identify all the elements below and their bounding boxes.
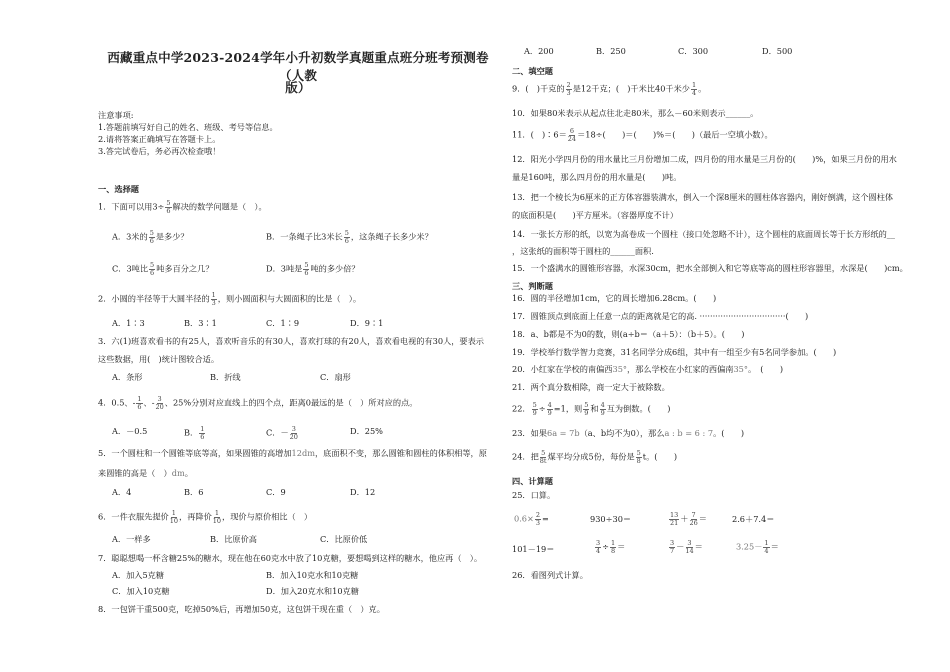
- question-2: 2．小圆的半径等于大圆半径的 $\frac{1}{3}$ ，则小圆面积与大圆面积的比是（ ）。: [98, 291, 362, 307]
- q7-option-c[interactable]: C．加入10克糖: [112, 586, 170, 596]
- q8-option-a[interactable]: A．200: [524, 46, 554, 56]
- question-13: 13．把一个棱长为6厘米的正方体容器装满水，倒入一个深8厘米的圆柱体容器内，刚好倒满，这个圆柱体: [512, 192, 894, 202]
- question-3: 3．六(1)班喜欢看书的有25人，喜欢听音乐的有30人，喜欢打球的有20人，喜欢看电视的有30人，要表示: [98, 336, 484, 346]
- question-16: 16．圆的半径增加1cm，它的周长增加6.28cm。( ): [512, 293, 717, 303]
- q6-option-a[interactable]: A．一样多: [112, 534, 151, 544]
- q6-option-c[interactable]: C．比原价低: [320, 534, 368, 544]
- note-item: 1.答题前填写好自己的姓名、班级、考号等信息。: [98, 122, 278, 132]
- section-judge-heading: 三、判断题: [512, 281, 553, 291]
- q1-option-b[interactable]: B．一条绳子比3米长 $\frac{5}{6}$ ，这条绳子长多少米？: [266, 229, 433, 245]
- question-17: 17．圆锥顶点到底面上任意一点的距离就是它的高. ·································( ): [512, 311, 809, 321]
- question-3-cont: 这些数据，用( )统计图较合适。: [98, 354, 220, 364]
- q1-option-d[interactable]: D．3吨是 $\frac{5}{6}$ 吨的多少倍？: [266, 261, 360, 277]
- section-fill-heading: 二、填空题: [512, 66, 553, 76]
- q7-option-b[interactable]: B．加入10克水和10克糖: [266, 570, 359, 580]
- q4-option-a[interactable]: A．－0.5: [112, 426, 148, 436]
- notes-heading: 注意事项:: [98, 110, 134, 120]
- question-5: 5．一个圆柱和一个圆锥等底等高，如果圆锥的高增加12dm，底面积不变，那么圆锥和圆柱的体积相等，原: [98, 448, 487, 458]
- q3-option-b[interactable]: B．折线: [210, 372, 241, 382]
- q5-option-d[interactable]: D．12: [350, 487, 376, 497]
- calc-item: 930÷30＝: [590, 514, 632, 524]
- section-calc-heading: 四、计算题: [512, 476, 553, 486]
- question-22: 22． $\frac{5}{9}$ ÷ $\frac{4}{9}$ =1，则 $\frac{5}{9}$ 和 $\frac{4}{9}$ 互为倒数。( ): [512, 401, 671, 417]
- q8-option-d[interactable]: D．500: [762, 46, 793, 56]
- calc-item: $\frac{3}{4}$ ÷ $\frac{1}{8}$ ＝: [596, 539, 626, 555]
- q3-option-a[interactable]: A．条形: [112, 372, 143, 382]
- q2-option-d[interactable]: D．9∶1: [350, 318, 384, 328]
- question-19: 19．学校举行数学智力竞赛，31名同学分成6组，其中有一组至少有5名同学参加。( ): [512, 347, 837, 357]
- question-24: 24．把 $\frac{5}{8t}$ 煤平均分成5份，每份是 $\frac{5}{8}$ t。( ): [512, 449, 678, 465]
- calc-item: $\frac{3}{7}$ － $\frac{3}{14}$ ＝: [670, 539, 703, 555]
- q2-option-b[interactable]: B．3∶1: [184, 318, 217, 328]
- q3-option-c[interactable]: C．扇形: [320, 372, 351, 382]
- question-13-cont: 的底面积是( )平方厘米。（容器厚度不计）: [512, 210, 679, 220]
- q8-option-c[interactable]: C．300: [678, 46, 709, 56]
- question-4: 4．0.5、- $\frac{1}{6}$ 、- $\frac{3}{20}$ 、25%分别对应直线上的四个点，距离0最远的是（ ）所对应的点。: [98, 395, 418, 411]
- question-6: 6．一件衣服先提价 $\frac{1}{10}$ ，再降价 $\frac{1}{10}$ ，现价与原价相比（ ）: [98, 509, 313, 525]
- calc-item: $\frac{13}{21}$ ＋ $\frac{7}{26}$ ＝: [670, 511, 707, 527]
- question-15: 15．一个盛满水的圆锥形容器，水深30cm，把水全部倒入和它等底等高的圆柱形容器里，水深是( )cm。: [512, 263, 908, 273]
- note-item: 3.答完试卷后，务必再次检查哦！: [98, 146, 221, 156]
- question-8: 8．一包饼干重500克，吃掉50%后，再增加50克，这包饼干现在重（ ）克。: [98, 604, 385, 614]
- question-5-cont: 来圆锥的高是（ ）dm。: [98, 468, 193, 478]
- question-7: 7．聪聪想喝一杯含糖25%的糖水，现在他在60克水中放了10克糖，要想喝到这样的糖水，他应再（ ）。: [98, 553, 483, 563]
- exam-title-cont: 版）: [285, 80, 311, 95]
- q4-option-d[interactable]: D．25%: [350, 426, 383, 436]
- question-18: 18．a、b都是不为0的数，则(a÷b＝（a＋5）：（b＋5）。( ): [512, 329, 745, 339]
- q4-option-b[interactable]: B． $\frac{1}{6}$: [184, 425, 205, 441]
- question-25: 25．口算。: [512, 490, 556, 500]
- q5-option-a[interactable]: A．4: [112, 487, 132, 497]
- question-12-cont: 量是160吨，那么四月份的用水量是( )吨。: [512, 172, 682, 182]
- question-9: 9．( )千克的 $\frac{2}{3}$ 是12千克；( )千米比40千米少 $\frac{1}{4}$ 。: [512, 81, 707, 97]
- calc-item: 0.6× $\frac{2}{3}$ =: [514, 511, 549, 527]
- question-12: 12．阳光小学四月份的用水量比三月份增加二成，四月份的用水量是三月份的( )%，如果三月份的用水: [512, 154, 897, 164]
- question-14: 14．一张长方形的纸，以宽为高卷成一个圆柱（接口处忽略不计），这个圆柱的底面周长等于长方形纸的__: [512, 229, 895, 239]
- q5-option-b[interactable]: B．6: [184, 487, 204, 497]
- q2-option-c[interactable]: C．1∶9: [266, 318, 300, 328]
- exam-title: 西藏重点中学2023-2024学年小升初数学真题重点班分班考预测卷（人教: [107, 50, 489, 83]
- note-item: 2.请将答案正确填写在答题卡上。: [98, 134, 221, 144]
- calc-item: 101－19＝: [512, 544, 555, 554]
- question-14-cont: ，这张纸的面积等于圆柱的______面积.: [512, 246, 654, 256]
- q1-option-a[interactable]: A．3米的 $\frac{5}{6}$ 是多少？: [112, 229, 189, 245]
- question-21: 21．两个真分数相除，商一定大于被除数。: [512, 382, 670, 392]
- calc-item: 3.25－ $\frac{1}{4}$ ＝: [736, 539, 779, 555]
- q6-option-b[interactable]: B．比原价高: [210, 534, 257, 544]
- section-choice-heading: 一、选择题: [98, 184, 139, 194]
- question-10: 10．如果80米表示从起点往北走80米，那么－60米则表示______。: [512, 108, 759, 118]
- q4-option-c[interactable]: C．－ $\frac{3}{20}$: [266, 425, 298, 441]
- question-20: 20．小红家在学校的南偏西35°，那么学校在小红家的西偏南35°。 ( ): [512, 364, 784, 374]
- question-23: 23．如果6a = 7b（a、b均不为0），那么a : b = 6 : 7。( ): [512, 428, 745, 438]
- q7-option-a[interactable]: A．加入5克糖: [112, 570, 165, 580]
- question-26: 26．看图列式计算。: [512, 570, 588, 580]
- q2-option-a[interactable]: A．1∶3: [112, 318, 145, 328]
- q5-option-c[interactable]: C．9: [266, 487, 286, 497]
- calc-item: 2.6＋7.4＝: [732, 514, 775, 524]
- q8-option-b[interactable]: B．250: [596, 46, 626, 56]
- q1-option-c[interactable]: C．3吨比 $\frac{5}{6}$ 吨多百分之几？: [112, 261, 214, 277]
- q7-option-d[interactable]: D．加入20克水和10克糖: [266, 586, 359, 596]
- question-11: 11．( )∶6＝ $\frac{6}{24}$ ＝18÷( )＝( )%＝( )（最后一空填小数）。: [512, 127, 773, 143]
- question-1: 1．下面可以用3÷ $\frac{5}{6}$ 解决的数学问题是（ ）。: [98, 199, 267, 215]
